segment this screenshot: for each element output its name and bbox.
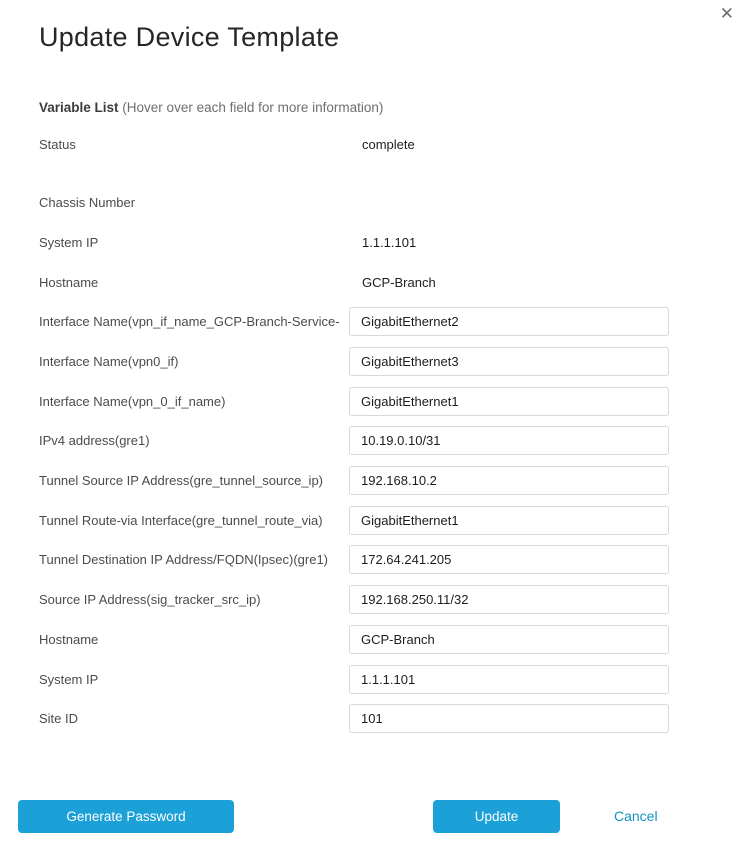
field-input[interactable] xyxy=(349,545,669,574)
readonly-field-row xyxy=(39,182,752,222)
field-label: IPv4 address(gre1) xyxy=(39,433,150,449)
field-input[interactable] xyxy=(349,466,669,495)
editable-field-row xyxy=(39,421,752,461)
field-label: Site ID xyxy=(39,711,79,727)
readonly-fields-list xyxy=(39,124,752,302)
readonly-field-row xyxy=(39,222,752,262)
field-input[interactable] xyxy=(349,387,669,416)
field-input[interactable] xyxy=(349,426,669,455)
field-label: Interface Name(vpn0_if) xyxy=(39,354,179,370)
cancel-link[interactable]: Cancel xyxy=(614,808,658,824)
dialog-title: Update Device Template xyxy=(39,22,340,52)
field-input[interactable] xyxy=(349,704,669,733)
editable-field-row xyxy=(39,580,752,620)
variable-list-header xyxy=(39,99,752,116)
readonly-field-row xyxy=(39,124,752,164)
field-label: Interface Name(vpn_0_if_name) xyxy=(39,393,226,409)
field-label: Tunnel Destination IP Address/FQDN(Ipsec)(gre1) xyxy=(39,552,329,568)
update-button[interactable]: Update xyxy=(433,800,560,833)
field-input[interactable] xyxy=(349,585,669,614)
editable-field-row xyxy=(39,699,752,739)
variable-list-hint: (Hover over each field for more information) xyxy=(118,100,384,115)
field-input[interactable] xyxy=(349,625,669,654)
editable-field-row xyxy=(39,620,752,660)
field-label: Chassis Number xyxy=(39,194,136,210)
field-input[interactable] xyxy=(349,665,669,694)
field-label: Source IP Address(sig_tracker_src_ip) xyxy=(39,592,261,608)
editable-field-row xyxy=(39,461,752,501)
close-icon[interactable]: ✕ xyxy=(719,4,734,23)
editable-field-row xyxy=(39,659,752,699)
generate-password-button[interactable]: Generate Password xyxy=(18,800,234,833)
readonly-field-row xyxy=(39,262,752,302)
field-value: complete xyxy=(362,136,415,152)
field-input[interactable] xyxy=(349,506,669,535)
field-label: System IP xyxy=(39,671,99,687)
editable-field-row xyxy=(39,500,752,540)
field-value: GCP-Branch xyxy=(362,274,436,290)
editable-field-row xyxy=(39,381,752,421)
field-input[interactable] xyxy=(349,347,669,376)
field-label: Tunnel Source IP Address(gre_tunnel_source_ip) xyxy=(39,473,324,489)
variable-list-title: Variable List xyxy=(39,100,119,115)
field-value xyxy=(349,195,362,210)
field-input[interactable] xyxy=(349,307,669,336)
editable-field-row xyxy=(39,540,752,580)
field-label: Hostname xyxy=(39,274,99,290)
dialog-footer xyxy=(0,800,752,833)
field-value: 1.1.1.101 xyxy=(362,234,417,250)
field-label: Status xyxy=(39,136,76,152)
field-label: Tunnel Route-via Interface(gre_tunnel_route_via) xyxy=(39,512,323,528)
field-label: Hostname xyxy=(39,631,99,647)
field-label: System IP xyxy=(39,234,99,250)
editable-field-row xyxy=(39,302,752,342)
field-label: Interface Name(vpn_if_name_GCP-Branch-Service- xyxy=(39,314,340,330)
editable-field-row xyxy=(39,342,752,382)
editable-fields-list xyxy=(39,302,752,739)
